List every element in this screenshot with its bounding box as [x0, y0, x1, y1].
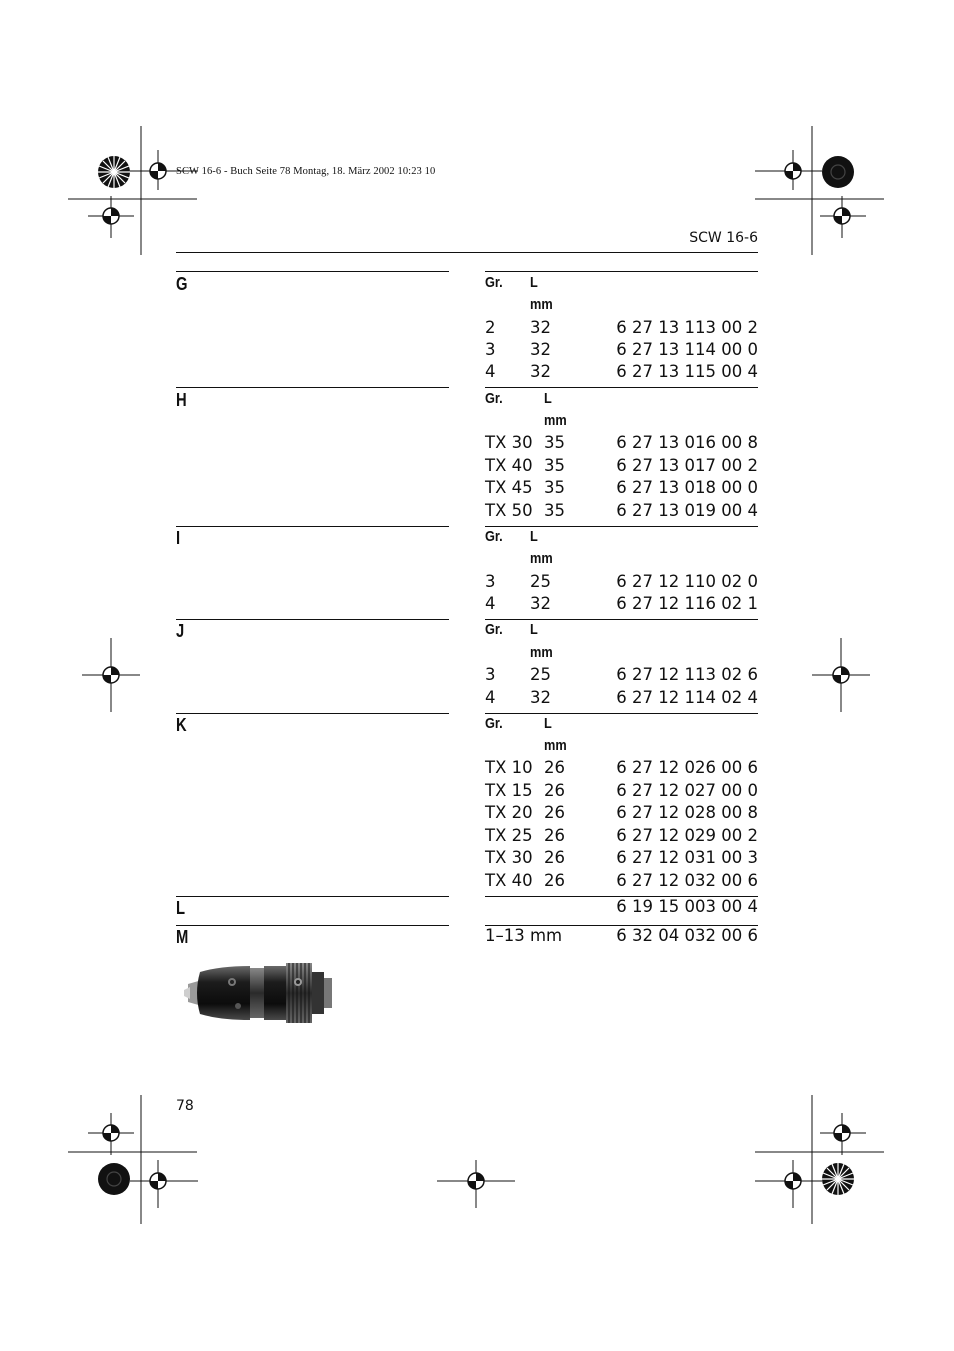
- section-j-rule-right: [485, 619, 758, 620]
- section-h-row-gr: TX 50: [485, 501, 533, 520]
- section-g-head-unit: mm: [530, 296, 553, 313]
- section-i-row-gr: 3: [485, 572, 496, 591]
- section-h-row-number: 6 27 13 019 00 4: [616, 501, 758, 520]
- section-h-row-number: 6 27 13 016 00 8: [616, 433, 758, 452]
- section-h-head-l: L: [544, 390, 552, 407]
- section-k-row-gr: TX 10: [485, 758, 533, 777]
- section-k-row-l: 26: [544, 826, 565, 845]
- section-i-row-number: 6 27 12 110 02 0: [616, 572, 758, 591]
- section-j-head-gr: Gr.: [485, 621, 503, 638]
- section-h-row-l: 35: [544, 501, 565, 520]
- section-g-letter: G: [176, 274, 188, 294]
- section-l-letter: L: [176, 898, 186, 918]
- section-g-row-number: 6 27 13 114 00 0: [616, 340, 758, 359]
- section-i-row-l: 25: [530, 572, 551, 591]
- section-g-row-number: 6 27 13 115 00 4: [616, 362, 758, 381]
- section-k-rule-right: [485, 713, 758, 714]
- page-number: 78: [176, 1098, 194, 1114]
- section-h-row-l: 35: [544, 456, 565, 475]
- section-i-head-unit: mm: [530, 550, 553, 567]
- section-i-letter: I: [176, 528, 181, 548]
- section-h-row-l: 35: [544, 433, 565, 452]
- section-j-head-l: L: [530, 621, 538, 638]
- section-k-row-number: 6 27 12 027 00 0: [616, 781, 758, 800]
- section-g-row-l: 32: [530, 318, 551, 337]
- section-m-number: 6 32 04 032 00 6: [616, 926, 758, 945]
- section-i-row-gr: 4: [485, 594, 496, 613]
- section-g-rule-right: [485, 271, 758, 272]
- header-rule: [176, 252, 758, 253]
- section-h-rule-left: [176, 387, 449, 388]
- section-j-row-l: 32: [530, 688, 551, 707]
- section-m-letter: M: [176, 927, 189, 947]
- section-h-row-number: 6 27 13 018 00 0: [616, 478, 758, 497]
- section-h-head-gr: Gr.: [485, 390, 503, 407]
- section-k-row-number: 6 27 12 032 00 6: [616, 871, 758, 890]
- section-g-head-gr: Gr.: [485, 274, 503, 291]
- section-j-letter: J: [176, 621, 185, 641]
- section-g-row-gr: 2: [485, 318, 496, 337]
- section-j-row-gr: 3: [485, 665, 496, 684]
- section-g-row-l: 32: [530, 362, 551, 381]
- section-h-rule-right: [485, 387, 758, 388]
- section-j-rule-left: [176, 619, 449, 620]
- section-k-row-l: 26: [544, 848, 565, 867]
- section-k-row-gr: TX 25: [485, 826, 533, 845]
- section-k-letter: K: [176, 715, 187, 735]
- section-g-row-number: 6 27 13 113 00 2: [616, 318, 758, 337]
- section-j-row-l: 25: [530, 665, 551, 684]
- section-k-head-l: L: [544, 715, 552, 732]
- section-m-rule-left: [176, 925, 449, 926]
- section-h-row-gr: TX 30: [485, 433, 533, 452]
- printer-slug-line: SCW 16-6 - Buch Seite 78 Montag, 18. März 2002 10:23 10: [176, 166, 436, 177]
- section-k-row-number: 6 27 12 028 00 8: [616, 803, 758, 822]
- section-h-letter: H: [176, 390, 187, 410]
- section-k-row-l: 26: [544, 781, 565, 800]
- section-k-row-gr: TX 15: [485, 781, 533, 800]
- section-h-row-l: 35: [544, 478, 565, 497]
- section-g-head-l: L: [530, 274, 538, 291]
- section-l-rule-left: [176, 896, 449, 897]
- section-i-rule-right: [485, 526, 758, 527]
- section-i-head-gr: Gr.: [485, 528, 503, 545]
- section-k-row-gr: TX 40: [485, 871, 533, 890]
- section-k-row-number: 6 27 12 031 00 3: [616, 848, 758, 867]
- section-k-row-number: 6 27 12 029 00 2: [616, 826, 758, 845]
- section-j-row-number: 6 27 12 114 02 4: [616, 688, 758, 707]
- section-k-row-number: 6 27 12 026 00 6: [616, 758, 758, 777]
- section-h-row-gr: TX 40: [485, 456, 533, 475]
- section-i-row-l: 32: [530, 594, 551, 613]
- section-k-head-unit: mm: [544, 737, 567, 754]
- section-k-row-gr: TX 30: [485, 848, 533, 867]
- section-h-row-gr: TX 45: [485, 478, 533, 497]
- section-i-head-l: L: [530, 528, 538, 545]
- section-g-row-gr: 4: [485, 362, 496, 381]
- section-g-row-l: 32: [530, 340, 551, 359]
- section-k-row-l: 26: [544, 758, 565, 777]
- section-j-head-unit: mm: [530, 644, 553, 661]
- section-k-row-l: 26: [544, 803, 565, 822]
- section-g-rule-left: [176, 271, 449, 272]
- section-h-head-unit: mm: [544, 412, 567, 429]
- section-i-row-number: 6 27 12 116 02 1: [616, 594, 758, 613]
- section-g-row-gr: 3: [485, 340, 496, 359]
- section-h-row-number: 6 27 13 017 00 2: [616, 456, 758, 475]
- section-k-rule-left: [176, 713, 449, 714]
- section-j-row-number: 6 27 12 113 02 6: [616, 665, 758, 684]
- section-k-head-gr: Gr.: [485, 715, 503, 732]
- section-k-row-gr: TX 20: [485, 803, 533, 822]
- running-header-title: SCW 16-6: [689, 230, 758, 246]
- section-k-row-l: 26: [544, 871, 565, 890]
- section-m-size: 1–13 mm: [485, 926, 563, 945]
- section-j-row-gr: 4: [485, 688, 496, 707]
- section-l-number: 6 19 15 003 00 4: [616, 897, 758, 916]
- section-i-rule-left: [176, 526, 449, 527]
- keyless-chuck-image: [180, 960, 340, 1028]
